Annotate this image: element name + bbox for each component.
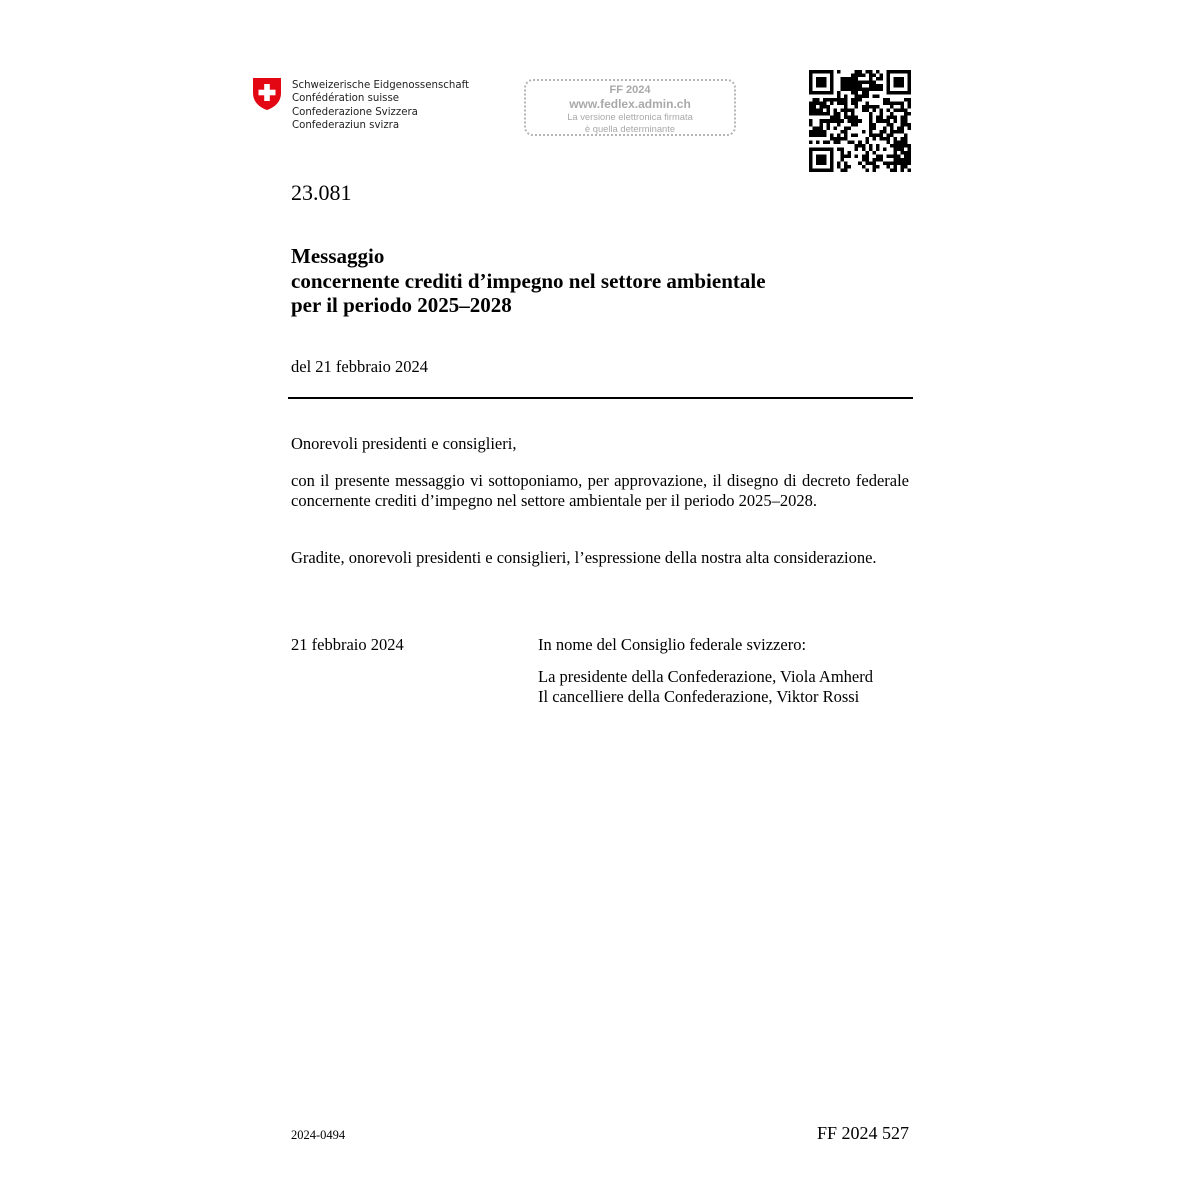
title-line-2: concernente crediti d’impegno nel settore ambientale: [291, 268, 766, 293]
body-paragraph-2: Gradite, onorevoli presidenti e consiglieri, l’espressione della nostra alta considerazione.: [291, 548, 877, 567]
salutation: Onorevoli presidenti e consiglieri,: [291, 434, 517, 453]
swiss-cross-icon: [252, 77, 282, 111]
stamp-note-line1: La versione elettronica firmata: [567, 111, 693, 122]
federation-name-fr: Confédération suisse: [292, 93, 400, 105]
footer-document-id: 2024-0494: [291, 1128, 346, 1142]
signature-date: 21 febbraio 2024: [291, 635, 404, 654]
stamp-url: www.fedlex.admin.ch: [569, 97, 691, 111]
stamp-reference: FF 2024: [609, 84, 651, 96]
divider: [288, 397, 913, 399]
signature-stamp: [524, 79, 736, 136]
stamp-note-line2: è quella determinante: [584, 122, 676, 134]
signature-council: In nome del Consiglio federale svizzero:: [538, 635, 807, 654]
federation-name-rm: Confederaziun svizra: [292, 119, 400, 131]
federation-name-it: Confederazione Svizzera: [292, 106, 418, 118]
document-title: [291, 244, 766, 318]
document-date: del 21 febbraio 2024: [291, 357, 429, 376]
federation-name-de: Schweizerische Eidgenossenschaft: [292, 80, 469, 91]
signature-chancellor: Il cancelliere della Confederazione, Viktor Rossi: [538, 687, 860, 706]
title-line-3: per il periodo 2025–2028: [291, 293, 512, 317]
document-number: 23.081: [291, 180, 352, 205]
signature-president: La presidente della Confederazione, Viola Amherd: [538, 667, 873, 686]
federation-names: [292, 79, 469, 132]
title-line-1: Messaggio: [291, 244, 385, 268]
signature-block: [538, 635, 873, 707]
body-paragraph-1: con il presente messaggio vi sottoponiamo, per approvazione, il disegno di decreto federale concernente crediti d’impegno nel settore ambientale per il periodo 2025–2028.: [291, 471, 909, 510]
qr-code-icon: [809, 70, 911, 172]
footer-reference: FF 2024 527: [816, 1123, 909, 1143]
